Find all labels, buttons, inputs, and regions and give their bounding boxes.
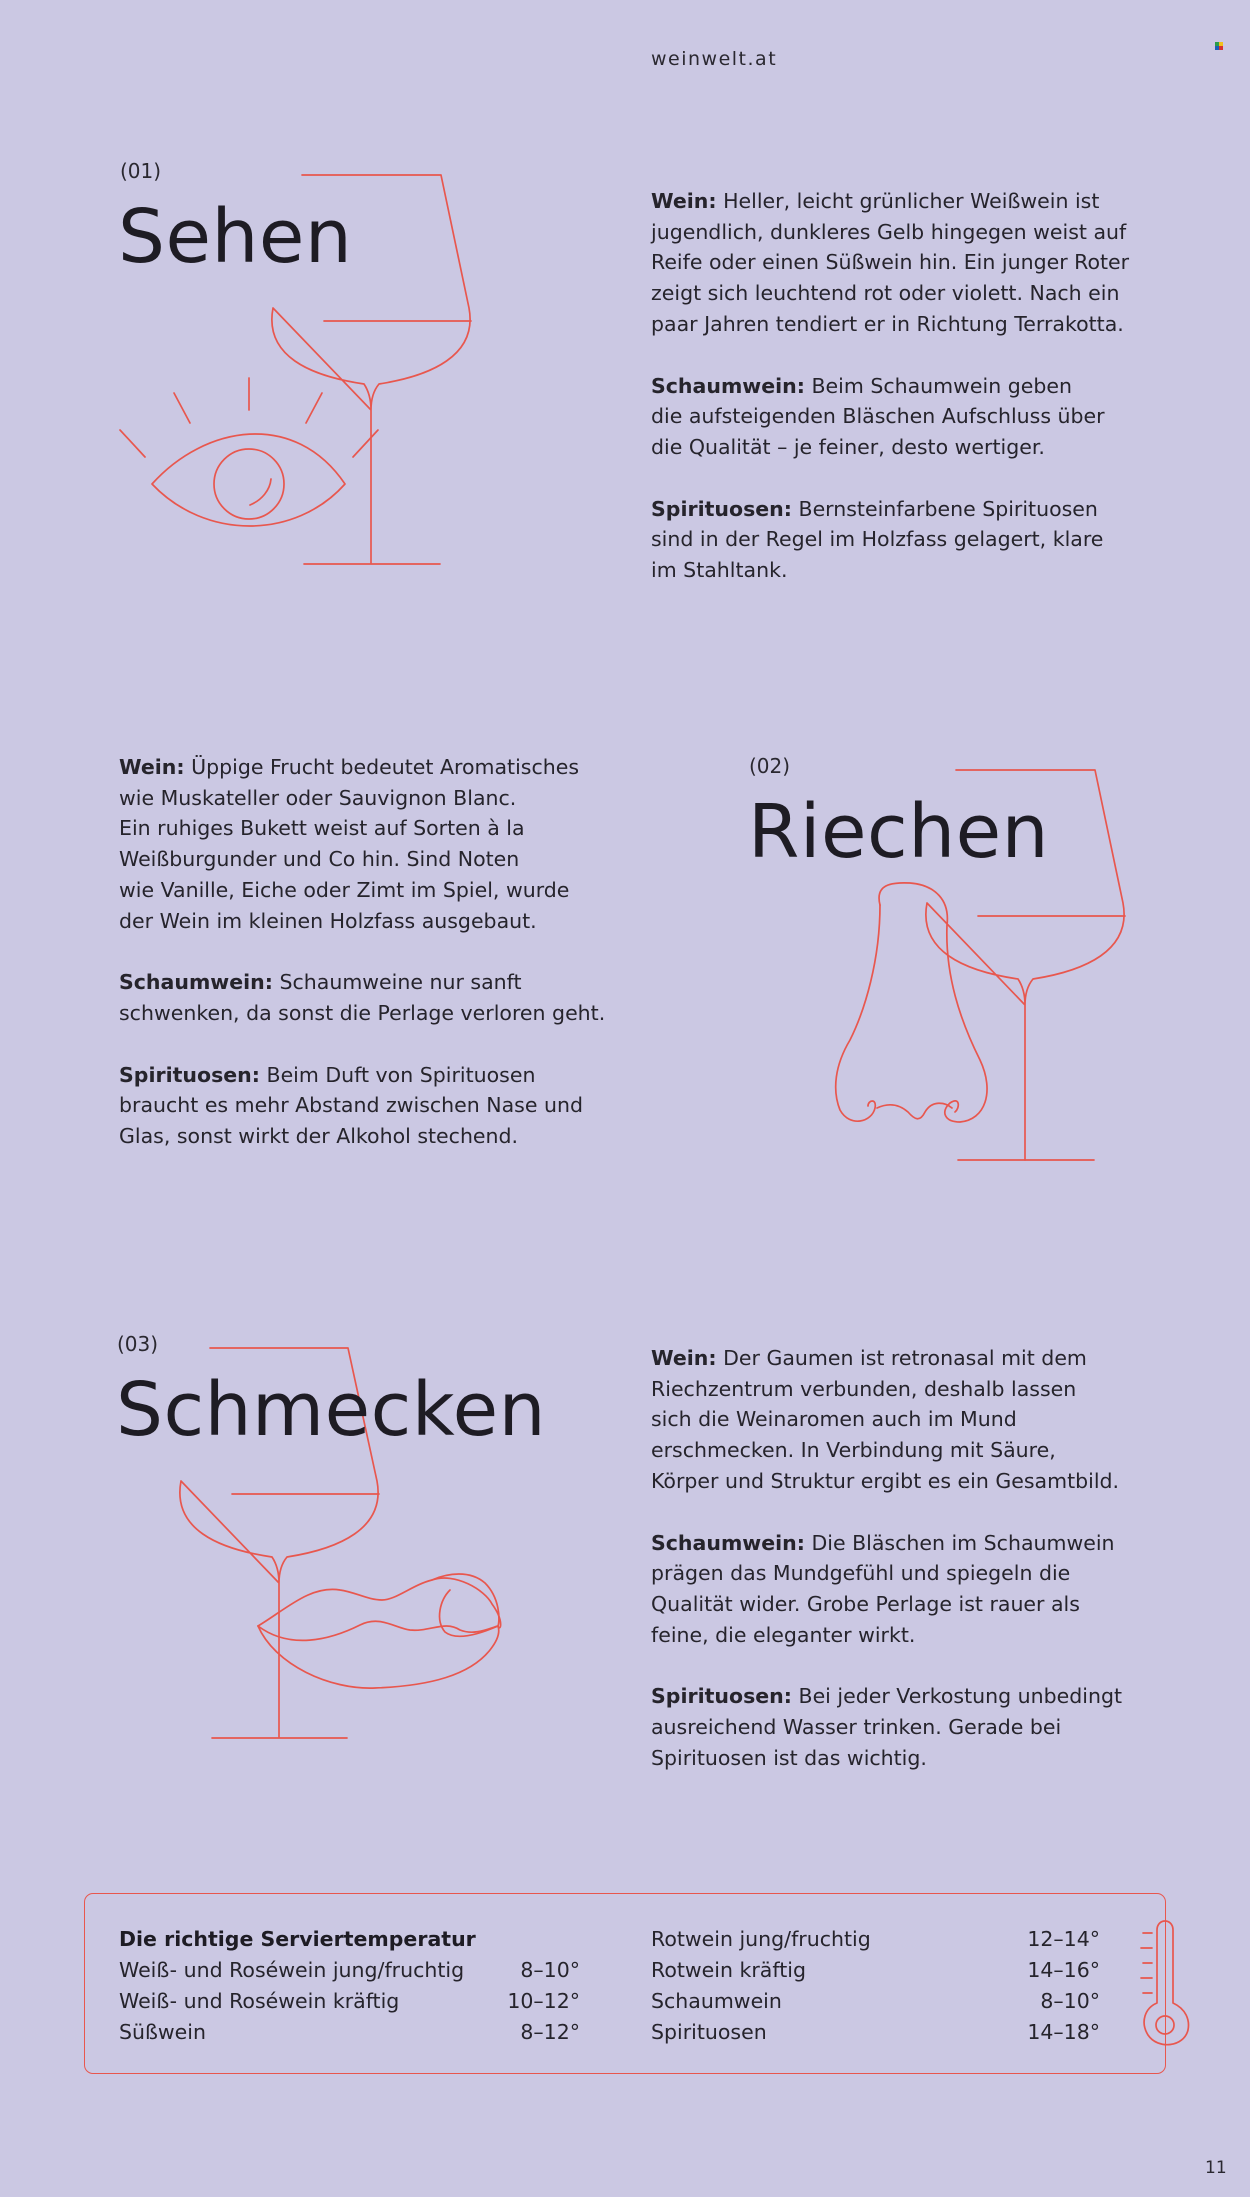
paragraph-label: Spirituosen: xyxy=(119,1062,260,1087)
paragraph-line: Reife oder einen Süßwein hin. Ein junger Roter xyxy=(651,250,1130,275)
temperature-row-label: Spirituosen xyxy=(651,2020,767,2044)
section-text-schmecken xyxy=(651,1343,1171,1804)
paragraph-label: Wein: xyxy=(651,1346,717,1370)
paragraph-line: Wein: Üppige Frucht bedeutet Aromatisches xyxy=(119,755,580,779)
paragraph-line: prägen das Mundgefühl und spiegeln die xyxy=(651,1561,1071,1586)
section-number-03: (03) xyxy=(117,1332,159,1356)
paragraph-line: sind in der Regel im Holzfass gelagert, klare xyxy=(651,527,1104,552)
paragraph-line: Spirituosen: Bei jeder Verkostung unbedingt xyxy=(651,1684,1123,1709)
temperature-row-label: Rotwein jung/fruchtig xyxy=(651,1927,871,1951)
paragraph-label: Schaumwein: xyxy=(651,1530,805,1555)
section-text-riechen xyxy=(119,752,679,1183)
temperature-row-value: 8–10° xyxy=(520,1958,580,1982)
paragraph-line: Riechzentrum verbunden, deshalb lassen xyxy=(651,1376,1077,1401)
paragraph-line: braucht es mehr Abstand zwischen Nase und xyxy=(119,1093,583,1118)
page-number: 11 xyxy=(1205,2158,1227,2178)
paragraph-line: Qualität wider. Grobe Perlage ist rauer als xyxy=(651,1591,1080,1616)
temperature-row-value: 14–18° xyxy=(1027,2020,1100,2044)
paragraph-line: Ein ruhiges Bukett weist auf Sorten à la xyxy=(119,816,525,841)
paragraph-line: feine, die eleganter wirkt. xyxy=(651,1622,916,1647)
section-number-01: (01) xyxy=(120,159,162,183)
temperature-row-value: 8–12° xyxy=(520,2020,580,2044)
paragraph-line: der Wein im kleinen Holzfass ausgebaut. xyxy=(119,908,537,933)
temperature-row-label: Schaumwein xyxy=(651,1989,782,2013)
paragraph-line: zeigt sich leuchtend rot oder violett. Nach ein xyxy=(651,281,1120,306)
temperature-row-label: Rotwein kräftig xyxy=(651,1958,806,1982)
paragraph-schaumwein xyxy=(651,371,1171,463)
temperature-row-value: 12–14° xyxy=(1027,1927,1100,1951)
temperature-row-label: Weiß- und Roséwein jung/fruchtig xyxy=(119,1958,465,1982)
paragraph-label: Schaumwein: xyxy=(119,970,273,995)
paragraph-line: paar Jahren tendiert er in Richtung Terrakotta. xyxy=(651,311,1124,336)
paragraph-label: Wein: xyxy=(119,755,185,779)
paragraph-spirituosen xyxy=(119,1060,679,1152)
temperature-row-value: 8–10° xyxy=(1040,1989,1100,2013)
serving-temperature-title: Die richtige Serviertemperatur xyxy=(119,1927,476,1951)
paragraph-line: Wein: Heller, leicht grünlicher Weißwein ist xyxy=(651,189,1100,213)
serving-temperature-box xyxy=(84,1893,1166,2074)
paragraph-line: Spirituosen: Bernsteinfarbene Spirituosen xyxy=(651,496,1098,521)
paragraph-line: Schaumwein: Beim Schaumwein geben xyxy=(651,373,1072,398)
paragraph-label: Spirituosen: xyxy=(651,1684,792,1709)
temperature-row-label: Süßwein xyxy=(119,2020,206,2044)
paragraph-line: Spirituosen: Beim Duft von Spirituosen xyxy=(119,1062,536,1087)
paragraph-line: Körper und Struktur ergibt es ein Gesamtbild. xyxy=(651,1468,1120,1493)
paragraph-line: schwenken, da sonst die Perlage verloren geht. xyxy=(119,1000,606,1025)
temperature-row-value: 10–12° xyxy=(507,1989,580,2013)
section-title-schmecken: Schmecken xyxy=(116,1367,546,1453)
paragraph-line: erschmecken. In Verbindung mit Säure, xyxy=(651,1438,1056,1463)
paragraph-line: Schaumwein: Schaumweine nur sanft xyxy=(119,970,522,995)
paragraph-label: Spirituosen: xyxy=(651,496,792,521)
paragraph-line: Schaumwein: Die Bläschen im Schaumwein xyxy=(651,1530,1115,1555)
paragraph-label: Wein: xyxy=(651,189,717,213)
paragraph-wein xyxy=(651,1343,1171,1497)
temperature-row-value: 14–16° xyxy=(1027,1958,1100,1982)
paragraph-label: Schaumwein: xyxy=(651,373,805,398)
temperature-row-label: Weiß- und Roséwein kräftig xyxy=(119,1989,400,2013)
paragraph-line: ausreichend Wasser trinken. Gerade bei xyxy=(651,1715,1062,1740)
section-number-02: (02) xyxy=(749,754,791,778)
section-text-sehen xyxy=(651,186,1171,617)
paragraph-wein xyxy=(119,752,679,936)
paragraph-line: Glas, sonst wirkt der Alkohol stechend. xyxy=(119,1124,519,1149)
paragraph-spirituosen xyxy=(651,494,1171,586)
paragraph-schaumwein xyxy=(651,1528,1171,1651)
paragraph-line: die Qualität – je feiner, desto wertiger. xyxy=(651,434,1045,459)
paragraph-line: jugendlich, dunkleres Gelb hingegen weist auf xyxy=(651,219,1127,244)
paragraph-schaumwein xyxy=(119,967,679,1028)
paragraph-line: Weißburgunder und Co hin. Sind Noten xyxy=(119,847,520,872)
paragraph-line: im Stahltank. xyxy=(651,558,788,583)
paragraph-line: sich die Weinaromen auch im Mund xyxy=(651,1407,1017,1432)
paragraph-line: wie Muskateller oder Sauvignon Blanc. xyxy=(119,785,517,810)
paragraph-line: die aufsteigenden Bläschen Aufschluss über xyxy=(651,404,1105,429)
site-url: weinwelt.at xyxy=(651,48,778,70)
paragraph-line: wie Vanille, Eiche oder Zimt im Spiel, wurde xyxy=(119,877,570,902)
section-title-riechen: Riechen xyxy=(748,789,1050,875)
paragraph-spirituosen xyxy=(651,1681,1171,1773)
paragraph-wein xyxy=(651,186,1171,340)
paragraph-line: Wein: Der Gaumen ist retronasal mit dem xyxy=(651,1346,1087,1370)
paragraph-line: Spirituosen ist das wichtig. xyxy=(651,1745,927,1770)
section-title-sehen: Sehen xyxy=(118,194,353,280)
thermometer-icon xyxy=(1130,1915,1200,2055)
